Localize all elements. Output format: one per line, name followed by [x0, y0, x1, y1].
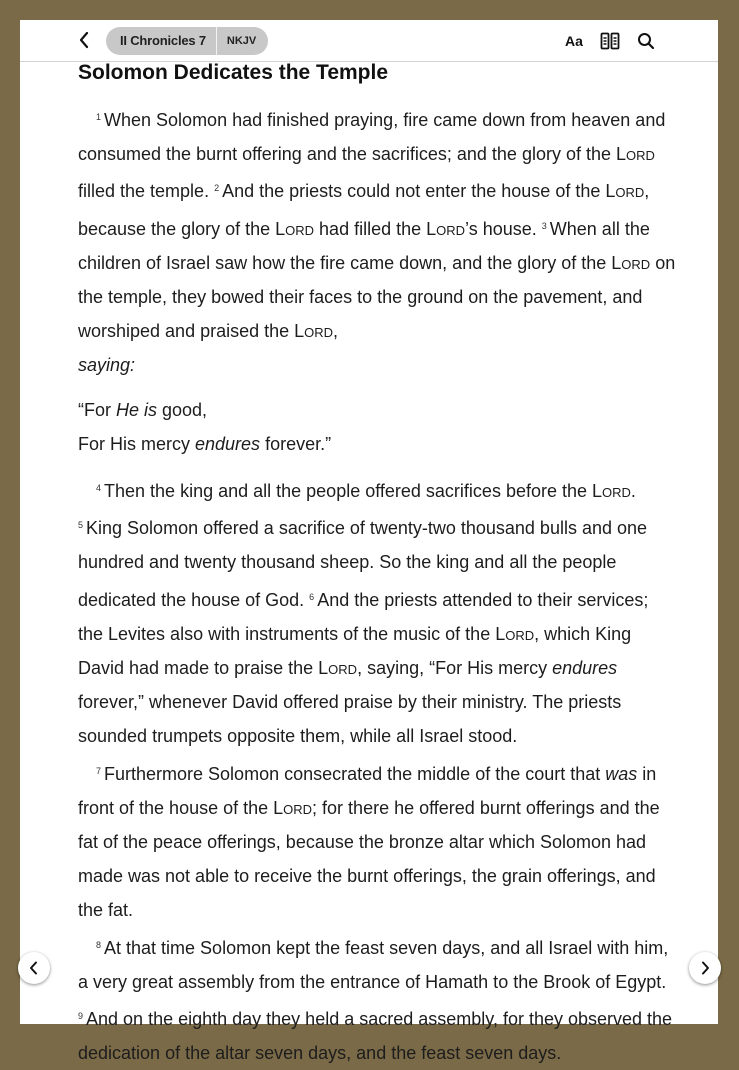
poetry-line [78, 393, 678, 427]
verse-number: 1 [96, 112, 102, 122]
verse-text: And the priests attended to their services; the Levites also with instruments of the music of the [78, 589, 649, 644]
verse-text: ’s house. [465, 218, 542, 239]
verse-number: 2 [214, 183, 220, 194]
chevron-left-icon [78, 31, 90, 49]
poetry-line [78, 427, 678, 461]
verse-text: endures [195, 433, 261, 454]
search-button[interactable] [628, 29, 664, 53]
lord-text: Lord [592, 481, 631, 502]
prev-page-icon [29, 961, 39, 975]
lord-text: Lord [318, 658, 358, 679]
verse-text: Then the king and all the people offered sacrifices before the [104, 481, 593, 502]
verse-text: forever.” [260, 433, 332, 454]
verse-number: 6 [309, 591, 315, 602]
verse-text: And the priests could not enter the house of the [222, 181, 606, 202]
reader-page [20, 20, 718, 1064]
verse-text: good, [157, 399, 208, 420]
verse-number: 8 [96, 939, 102, 950]
verse-text: And on the eighth day they held a sacred assembly, for they observed the dedication of the altar seven days, and the feast seven days. [78, 1009, 673, 1064]
verse-text: King Solomon offered a sacrifice of twenty-two thousand bulls and one hundred and twenty thousand sheep. So the king and all the people dedicated the house of God. [78, 518, 648, 610]
section-heading: Solomon Dedicates the Temple [78, 61, 389, 84]
verse-text: in front of the house of the [78, 763, 657, 818]
verse-text: . [630, 481, 636, 502]
back-button[interactable] [72, 28, 96, 52]
passage-selector [106, 27, 268, 55]
verse-text: He is [116, 399, 158, 420]
lord-text: Lord [605, 181, 645, 202]
chapter-content [78, 58, 678, 1070]
verse-text: endures [552, 658, 618, 679]
parallel-bible-button[interactable] [592, 29, 628, 53]
verse-text: ; for there he offered burnt offerings and the fat of the peace offerings, because the bronze altar which Solomon had made was not able to receive the burnt offerings, the grain offerings, and the fat. [78, 797, 660, 921]
font-settings-button[interactable] [556, 29, 592, 53]
verse-text: When Solomon had finished praying, fire came down from heaven and consumed the burnt offering and the sacrifices; and the glory of the [78, 110, 666, 165]
lord-text: Lord [616, 144, 655, 165]
verse-number: 3 [541, 220, 547, 231]
toolbar [556, 29, 664, 53]
lord-text: Lord [275, 218, 315, 239]
verse-text: Furthermore Solomon consecrated the middle of the court that [104, 763, 606, 784]
verse-number: 9 [78, 1011, 84, 1022]
paragraph [78, 928, 678, 1070]
verse-text: , because the glory of the [78, 181, 650, 239]
version-button[interactable]: NKJV [226, 35, 257, 47]
prev-page-button[interactable] [18, 952, 50, 984]
verse-text: , saying, “For His mercy [357, 658, 553, 679]
verse-text: filled the temple. [78, 181, 215, 202]
search-icon [637, 32, 655, 50]
verse-text: forever,” whenever David offered praise by their ministry. The priests sounded trumpets opposite them, while all Israel stood. [78, 692, 622, 747]
parallel-bible-icon [600, 32, 620, 50]
verse-text: , [333, 321, 339, 342]
font-settings-label: Aa [565, 33, 583, 49]
book-chapter-button[interactable]: II Chronicles 7 [106, 27, 217, 55]
verse-number: 7 [96, 765, 102, 776]
verse-text: When all the children of Israel saw how the fire came down, and the glory of the [78, 218, 650, 273]
top-bar [20, 20, 718, 62]
paragraph [78, 100, 678, 383]
lord-text: Lord [294, 321, 334, 342]
next-page-button[interactable] [689, 952, 721, 984]
lord-text: Lord [426, 218, 466, 239]
verse-text: “For [78, 399, 116, 420]
verse-number: 4 [96, 483, 102, 494]
paragraph [78, 754, 678, 928]
verse-text: , which King David had made to praise the [78, 623, 632, 679]
verse-text: saying: [78, 355, 136, 376]
paragraph [78, 471, 678, 754]
verse-text: For His mercy [78, 433, 195, 454]
verse-number: 5 [78, 520, 84, 531]
verse-text: had filled the [314, 218, 427, 239]
verse-text: At that time Solomon kept the feast seven days, and all Israel with him, a very great assembly from the entrance of Hamath to the Brook of Egypt. [78, 937, 669, 992]
lord-text: Lord [273, 797, 313, 818]
verse-text: was [605, 763, 638, 784]
lord-text: Lord [611, 252, 651, 273]
poetry-block [78, 393, 678, 461]
next-page-icon [700, 961, 710, 975]
lord-text: Lord [495, 623, 535, 644]
verse-text: on the temple, they bowed their faces to the ground on the pavement, and worshiped and praised the [78, 252, 676, 342]
